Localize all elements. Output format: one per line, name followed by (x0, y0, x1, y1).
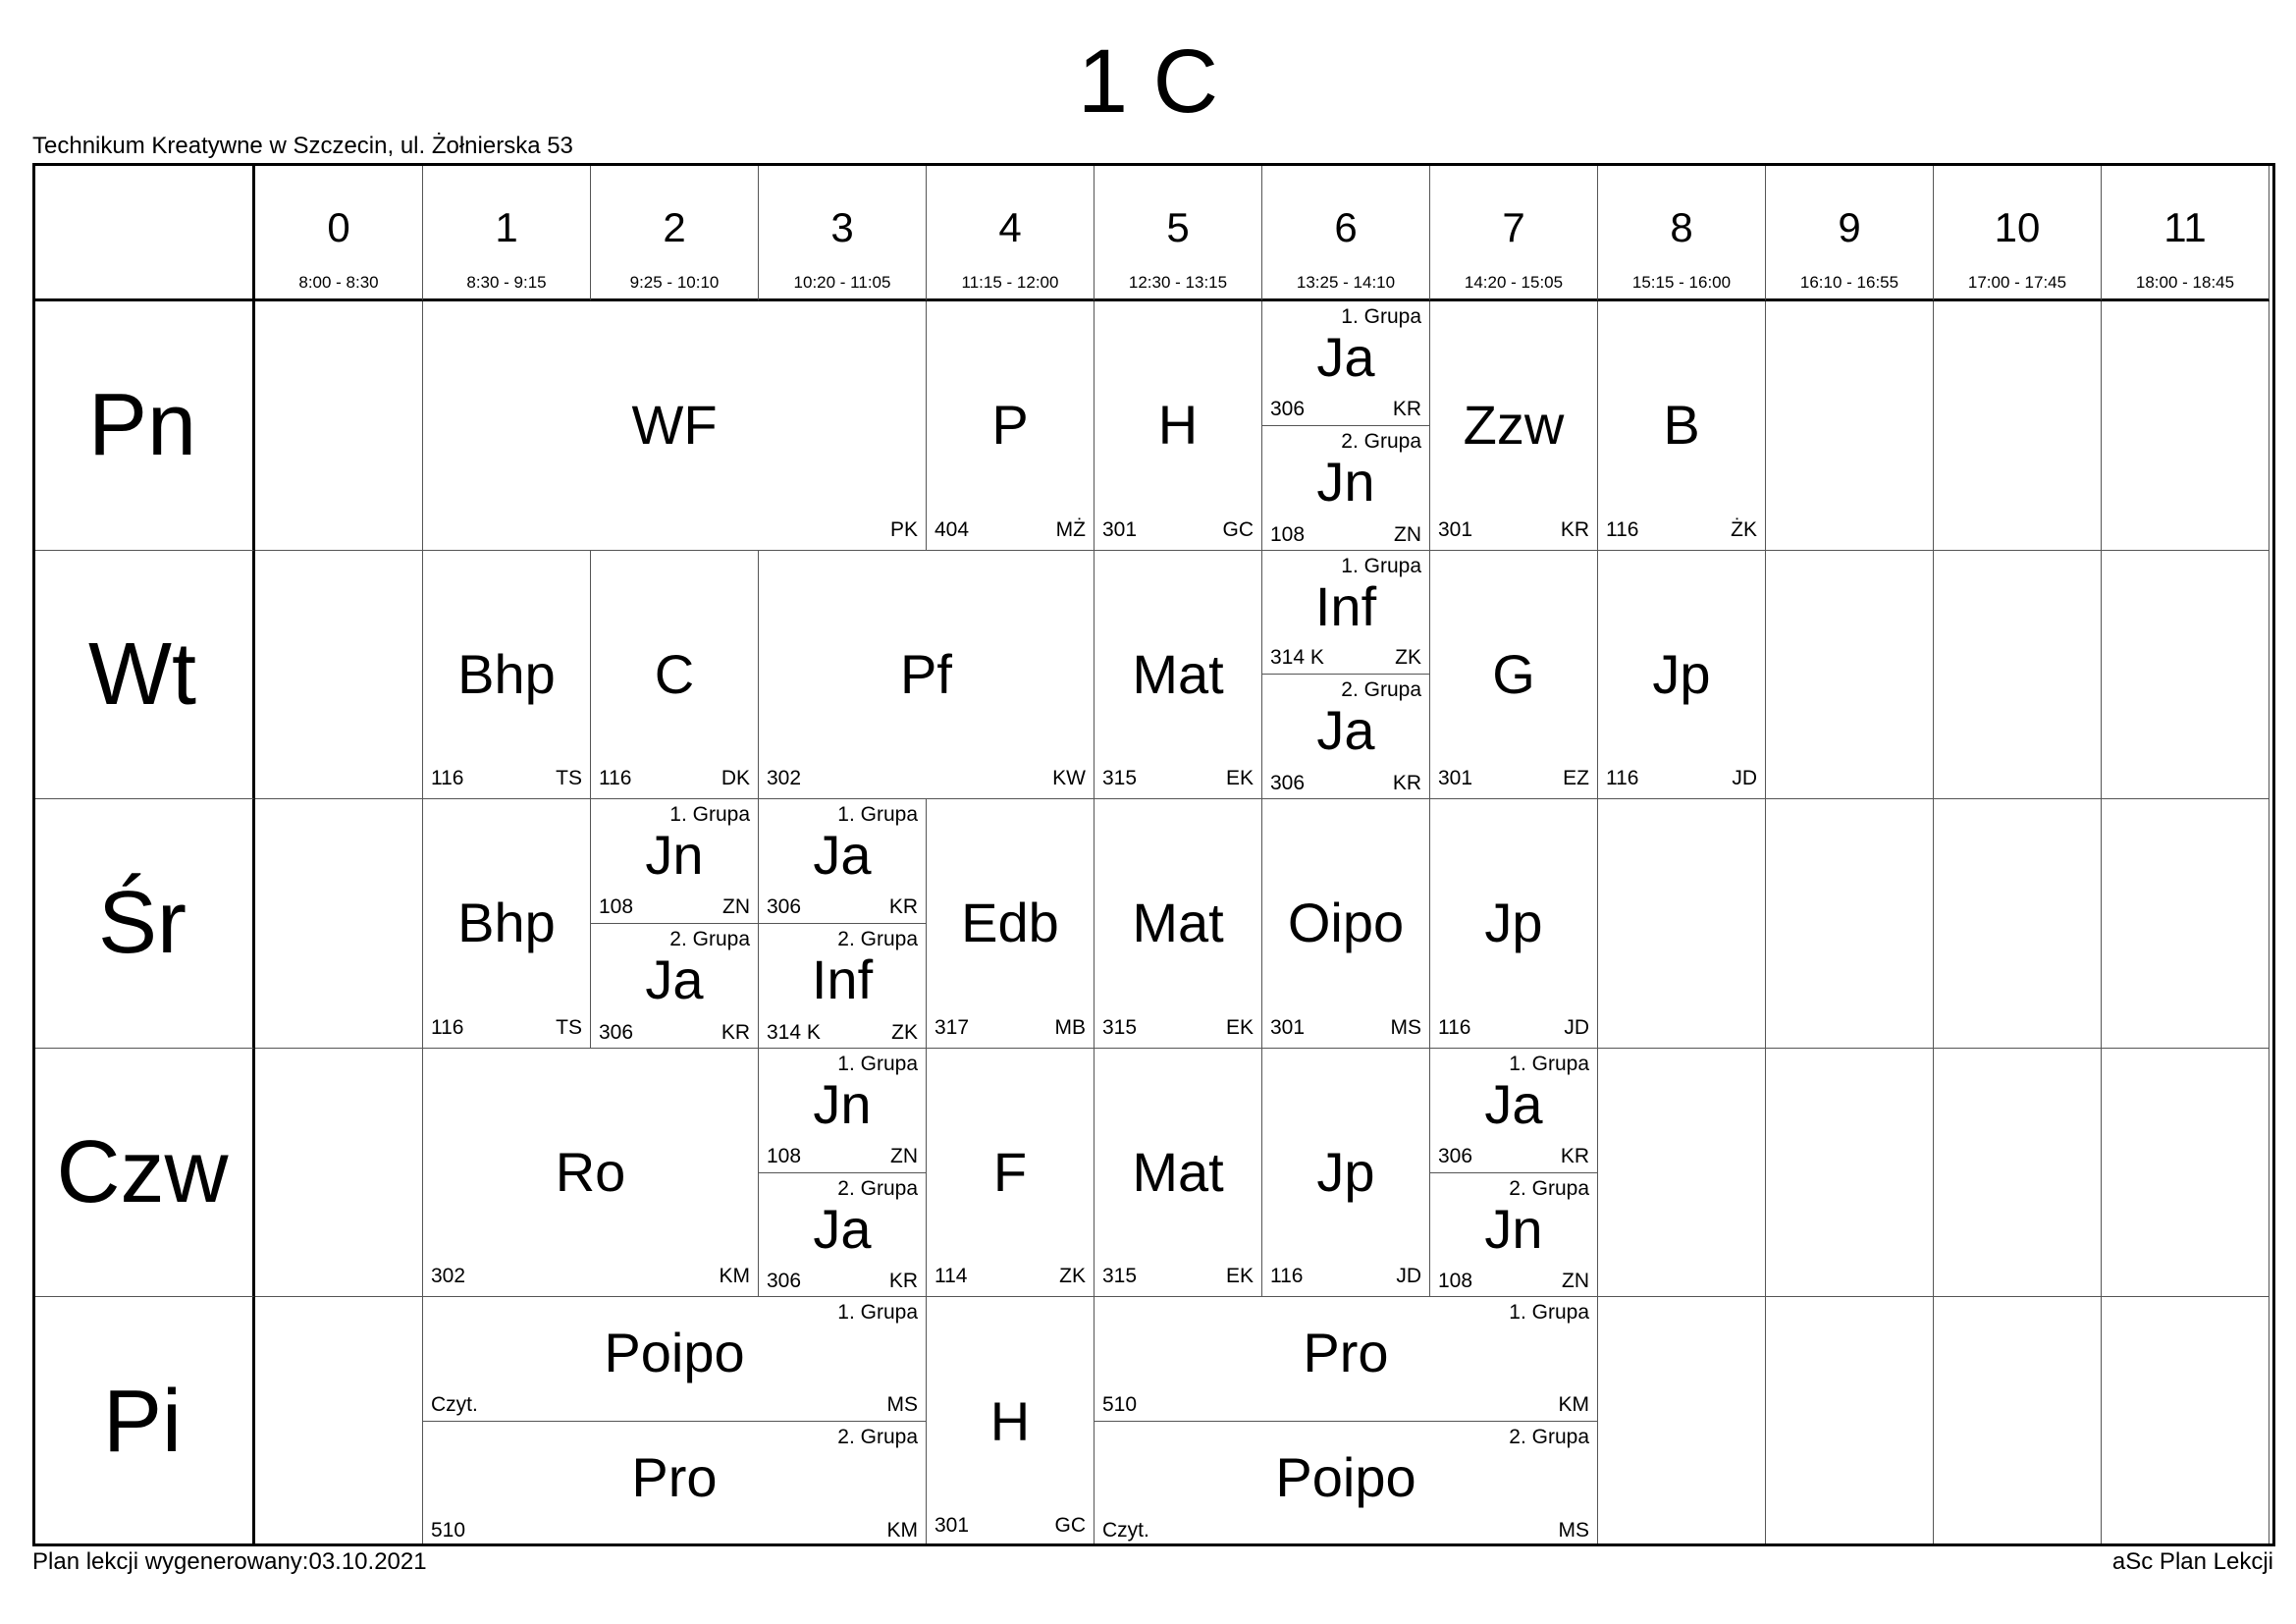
lesson-cell (927, 799, 1095, 1049)
lesson-cell (1095, 1049, 1262, 1298)
lesson-room: 116 (1438, 1015, 1471, 1039)
lesson-teacher: ZN (722, 894, 750, 918)
empty-slot (2102, 551, 2269, 800)
lesson-cell (423, 551, 591, 800)
period-header-10 (1934, 163, 2102, 301)
lesson-teacher: KR (1560, 517, 1589, 541)
lesson-teacher: PK (889, 517, 918, 541)
timetable-grid (32, 163, 2275, 1546)
period-header-1 (423, 163, 591, 301)
lesson-cell (759, 799, 927, 1049)
lesson-room: 315 (1102, 1265, 1138, 1288)
lesson-subject: Jp (1484, 892, 1543, 954)
lesson-subject: Jn (1484, 1197, 1543, 1260)
lesson-cell (423, 799, 591, 1049)
period-time: 8:00 - 8:30 (298, 273, 379, 292)
lesson-teacher: TS (556, 1015, 582, 1039)
lesson-room: 108 (599, 894, 634, 918)
lesson-subject: Bhp (457, 642, 556, 705)
lesson-room: 116 (431, 1015, 464, 1039)
lesson-subject: Inf (811, 947, 874, 1010)
lesson-cell (927, 301, 1095, 551)
lesson-teacher: DK (721, 767, 750, 790)
period-time: 8:30 - 9:15 (466, 273, 547, 292)
lesson-subject: Mat (1132, 642, 1224, 705)
lesson-cell (927, 1297, 1095, 1546)
group-lesson (759, 924, 926, 1049)
lesson-teacher: EZ (1563, 767, 1589, 790)
group-label: 1. Grupa (1341, 554, 1421, 577)
period-header-11 (2102, 163, 2269, 301)
empty-slot (1766, 799, 1934, 1049)
lesson-teacher: MS (1390, 1015, 1421, 1039)
period-number: 9 (1838, 204, 1861, 250)
lesson-teacher: MS (886, 1393, 918, 1417)
lesson-cell (1262, 551, 1430, 800)
empty-slot (255, 301, 423, 551)
lesson-teacher: KM (1558, 1393, 1589, 1417)
empty-slot (1934, 799, 2102, 1049)
lesson-subject: F (992, 1141, 1028, 1204)
day-label-Śr (32, 799, 255, 1049)
day-name: Pi (102, 1372, 183, 1471)
period-time: 17:00 - 17:45 (1967, 273, 2067, 292)
lesson-room: 306 (767, 1270, 802, 1293)
day-name: Czw (56, 1123, 229, 1222)
empty-slot (1766, 1049, 1934, 1298)
lesson-teacher: ZK (891, 1020, 918, 1044)
group-lesson (423, 1422, 926, 1546)
lesson-room: 302 (767, 767, 802, 790)
period-number: 11 (2163, 204, 2207, 250)
period-number: 3 (830, 204, 854, 250)
period-time: 9:25 - 10:10 (629, 273, 720, 292)
lesson-subject: Jn (1316, 450, 1375, 513)
lesson-room: 306 (1270, 397, 1306, 420)
lesson-teacher: KR (721, 1020, 750, 1044)
lesson-subject: WF (631, 394, 718, 457)
lesson-room: 306 (599, 1020, 634, 1044)
lesson-room: 301 (1438, 517, 1473, 541)
lesson-subject: Ja (1484, 1072, 1543, 1135)
empty-slot (2102, 1297, 2269, 1546)
lesson-room: 510 (431, 1518, 466, 1542)
group-lesson (759, 1173, 926, 1298)
lesson-teacher: GC (1222, 517, 1254, 541)
period-number: 2 (663, 204, 686, 250)
empty-slot (2102, 799, 2269, 1049)
day-label-Czw (32, 1049, 255, 1298)
lesson-teacher: JD (1396, 1265, 1421, 1288)
lesson-cell (423, 301, 927, 551)
group-label: 2. Grupa (1509, 1426, 1589, 1449)
lesson-room: 301 (1270, 1015, 1306, 1039)
lesson-subject: Ja (645, 947, 704, 1010)
lesson-cell (1262, 1049, 1430, 1298)
lesson-room: 114 (934, 1265, 968, 1288)
lesson-subject: Ro (555, 1141, 626, 1204)
group-label: 1. Grupa (837, 1301, 918, 1325)
lesson-room: 306 (1270, 772, 1306, 795)
lesson-teacher: KR (1560, 1144, 1589, 1167)
group-label: 2. Grupa (1341, 678, 1421, 702)
period-header-8 (1598, 163, 1766, 301)
period-time: 16:10 - 16:55 (1799, 273, 1899, 292)
empty-slot (1934, 1297, 2102, 1546)
header-corner (32, 163, 255, 301)
lesson-teacher: KR (1392, 397, 1421, 420)
school-name: Technikum Kreatywne w Szczecin, ul. Żołnierska 53 (32, 133, 573, 159)
lesson-cell (1095, 1297, 1598, 1546)
class-title: 1 C (1077, 31, 1219, 132)
lesson-cell (1262, 301, 1430, 551)
lesson-subject: Pro (631, 1446, 718, 1509)
empty-slot (1766, 551, 1934, 800)
lesson-cell (759, 551, 1095, 800)
lesson-teacher: ZN (1562, 1270, 1589, 1293)
lesson-teacher: EK (1225, 1265, 1254, 1288)
lesson-room: 116 (1606, 767, 1639, 790)
group-label: 2. Grupa (837, 1176, 918, 1200)
period-number: 6 (1334, 204, 1358, 250)
lesson-subject: C (654, 642, 695, 705)
lesson-teacher: KR (888, 894, 918, 918)
empty-slot (1598, 1049, 1766, 1298)
lesson-subject: Oipo (1287, 892, 1405, 954)
lesson-teacher: MS (1558, 1518, 1589, 1542)
lesson-subject: Mat (1132, 1141, 1224, 1204)
group-lesson (759, 1049, 926, 1173)
period-number: 7 (1502, 204, 1525, 250)
period-header-2 (591, 163, 759, 301)
empty-slot (1766, 1297, 1934, 1546)
group-lesson (1095, 1297, 1597, 1422)
period-header-3 (759, 163, 927, 301)
lesson-cell (591, 551, 759, 800)
group-label: 1. Grupa (837, 1052, 918, 1075)
period-header-4 (927, 163, 1095, 301)
lesson-teacher: JD (1564, 1015, 1589, 1039)
lesson-teacher: KR (1392, 772, 1421, 795)
lesson-room: 301 (934, 1513, 970, 1537)
group-label: 1. Grupa (669, 803, 750, 827)
period-header-6 (1262, 163, 1430, 301)
period-time: 12:30 - 13:15 (1128, 273, 1228, 292)
lesson-subject: Jp (1316, 1141, 1375, 1204)
group-lesson (759, 799, 926, 924)
lesson-teacher: ZN (1394, 522, 1421, 546)
day-name: Śr (98, 874, 187, 973)
lesson-teacher: KW (1052, 767, 1086, 790)
group-lesson (1262, 551, 1429, 676)
empty-slot (255, 1049, 423, 1298)
period-time: 13:25 - 14:10 (1296, 273, 1396, 292)
lesson-cell (1598, 301, 1766, 551)
app-credit: aSc Plan Lekcji (2111, 1548, 2273, 1575)
empty-slot (1598, 1297, 1766, 1546)
lesson-teacher: KM (886, 1518, 918, 1542)
group-lesson (1095, 1422, 1597, 1546)
lesson-subject: Pro (1303, 1322, 1389, 1384)
day-label-Wt (32, 551, 255, 800)
lesson-teacher: TS (556, 767, 582, 790)
lesson-teacher: KM (719, 1265, 750, 1288)
day-label-Pn (32, 301, 255, 551)
lesson-teacher: EK (1225, 767, 1254, 790)
group-label: 1. Grupa (1341, 305, 1421, 328)
empty-slot (2102, 301, 2269, 551)
group-label: 2. Grupa (1341, 429, 1421, 453)
group-label: 2. Grupa (837, 1426, 918, 1449)
period-number: 5 (1166, 204, 1190, 250)
lesson-cell (1095, 301, 1262, 551)
lesson-subject: Jn (813, 1072, 872, 1135)
lesson-room: Czyt. (431, 1393, 478, 1417)
period-number: 8 (1670, 204, 1693, 250)
lesson-room: 108 (767, 1144, 802, 1167)
lesson-cell (423, 1297, 927, 1546)
period-time: 11:15 - 12:00 (961, 273, 1059, 292)
group-lesson (1262, 675, 1429, 799)
lesson-cell (1430, 551, 1598, 800)
day-label-Pi (32, 1297, 255, 1546)
lesson-subject: H (989, 1389, 1031, 1452)
lesson-subject: Ja (813, 824, 872, 887)
lesson-room: 301 (1438, 767, 1473, 790)
lesson-cell (1430, 301, 1598, 551)
lesson-room: 108 (1438, 1270, 1473, 1293)
lesson-cell (1430, 799, 1598, 1049)
group-label: 2. Grupa (837, 927, 918, 950)
empty-slot (1934, 301, 2102, 551)
period-time: 14:20 - 15:05 (1464, 273, 1564, 292)
lesson-room: 306 (1438, 1144, 1473, 1167)
day-name: Pn (87, 376, 197, 475)
period-header-0 (255, 163, 423, 301)
period-header-5 (1095, 163, 1262, 301)
lesson-subject: Edb (961, 892, 1059, 954)
lesson-teacher: ZN (890, 1144, 918, 1167)
lesson-room: Czyt. (1102, 1518, 1149, 1542)
generated-date: Plan lekcji wygenerowany:03.10.2021 (32, 1548, 427, 1575)
lesson-subject: Ja (1316, 326, 1375, 388)
lesson-subject: Pf (900, 642, 952, 705)
period-number: 0 (327, 204, 350, 250)
lesson-subject: Ja (1316, 699, 1375, 762)
lesson-cell (1430, 1049, 1598, 1298)
lesson-cell (1095, 799, 1262, 1049)
lesson-room: 317 (934, 1015, 970, 1039)
lesson-subject: Poipo (604, 1322, 745, 1384)
lesson-subject: P (991, 394, 1029, 457)
lesson-room: 314 K (1270, 646, 1324, 670)
lesson-subject: B (1663, 394, 1700, 457)
period-number: 10 (1994, 204, 2041, 250)
lesson-subject: Bhp (457, 892, 556, 954)
lesson-room: 116 (599, 767, 632, 790)
lesson-cell (591, 799, 759, 1049)
group-label: 1. Grupa (1509, 1301, 1589, 1325)
lesson-room: 302 (431, 1265, 466, 1288)
lesson-cell (759, 1049, 927, 1298)
lesson-room: 314 K (767, 1020, 821, 1044)
group-lesson (1262, 301, 1429, 426)
lesson-teacher: GC (1054, 1513, 1086, 1537)
empty-slot (1598, 799, 1766, 1049)
lesson-cell (1598, 551, 1766, 800)
lesson-subject: H (1157, 394, 1199, 457)
lesson-room: 108 (1270, 522, 1306, 546)
lesson-cell (1095, 551, 1262, 800)
period-header-7 (1430, 163, 1598, 301)
lesson-cell (927, 1049, 1095, 1298)
period-time: 18:00 - 18:45 (2135, 273, 2235, 292)
period-time: 10:20 - 11:05 (793, 273, 891, 292)
period-number: 1 (495, 204, 518, 250)
lesson-cell (423, 1049, 759, 1298)
group-label: 2. Grupa (1509, 1176, 1589, 1200)
empty-slot (1766, 301, 1934, 551)
empty-slot (2102, 1049, 2269, 1298)
lesson-room: 315 (1102, 767, 1138, 790)
empty-slot (255, 1297, 423, 1546)
lesson-room: 116 (431, 767, 464, 790)
day-name: Wt (88, 624, 196, 724)
lesson-room: 116 (1270, 1265, 1304, 1288)
lesson-subject: Zzw (1463, 394, 1565, 457)
period-time: 15:15 - 16:00 (1631, 273, 1732, 292)
lesson-teacher: MB (1054, 1015, 1086, 1039)
group-label: 1. Grupa (1509, 1052, 1589, 1075)
group-lesson (591, 799, 758, 924)
lesson-teacher: ZK (1395, 646, 1421, 670)
lesson-teacher: KR (888, 1270, 918, 1293)
lesson-subject: Jp (1652, 642, 1711, 705)
lesson-subject: Mat (1132, 892, 1224, 954)
empty-slot (255, 799, 423, 1049)
lesson-teacher: ZK (1059, 1265, 1086, 1288)
empty-slot (1934, 551, 2102, 800)
period-number: 4 (998, 204, 1022, 250)
period-header-9 (1766, 163, 1934, 301)
empty-slot (1934, 1049, 2102, 1298)
lesson-subject: Poipo (1275, 1446, 1416, 1509)
group-lesson (1262, 426, 1429, 551)
lesson-room: 404 (934, 517, 970, 541)
lesson-room: 315 (1102, 1015, 1138, 1039)
group-label: 2. Grupa (669, 927, 750, 950)
group-lesson (423, 1297, 926, 1422)
group-lesson (591, 924, 758, 1049)
lesson-subject: Jn (645, 824, 704, 887)
lesson-room: 301 (1102, 517, 1138, 541)
empty-slot (255, 551, 423, 800)
lesson-subject: Ja (813, 1197, 872, 1260)
group-lesson (1430, 1173, 1597, 1298)
lesson-teacher: MŻ (1055, 517, 1086, 541)
lesson-subject: G (1492, 642, 1535, 705)
lesson-subject: Inf (1314, 574, 1377, 637)
lesson-room: 510 (1102, 1393, 1138, 1417)
group-lesson (1430, 1049, 1597, 1173)
group-label: 1. Grupa (837, 803, 918, 827)
lesson-teacher: ŻK (1731, 517, 1757, 541)
lesson-cell (1262, 799, 1430, 1049)
lesson-teacher: EK (1225, 1015, 1254, 1039)
lesson-room: 306 (767, 894, 802, 918)
lesson-room: 116 (1606, 517, 1639, 541)
lesson-teacher: JD (1732, 767, 1757, 790)
